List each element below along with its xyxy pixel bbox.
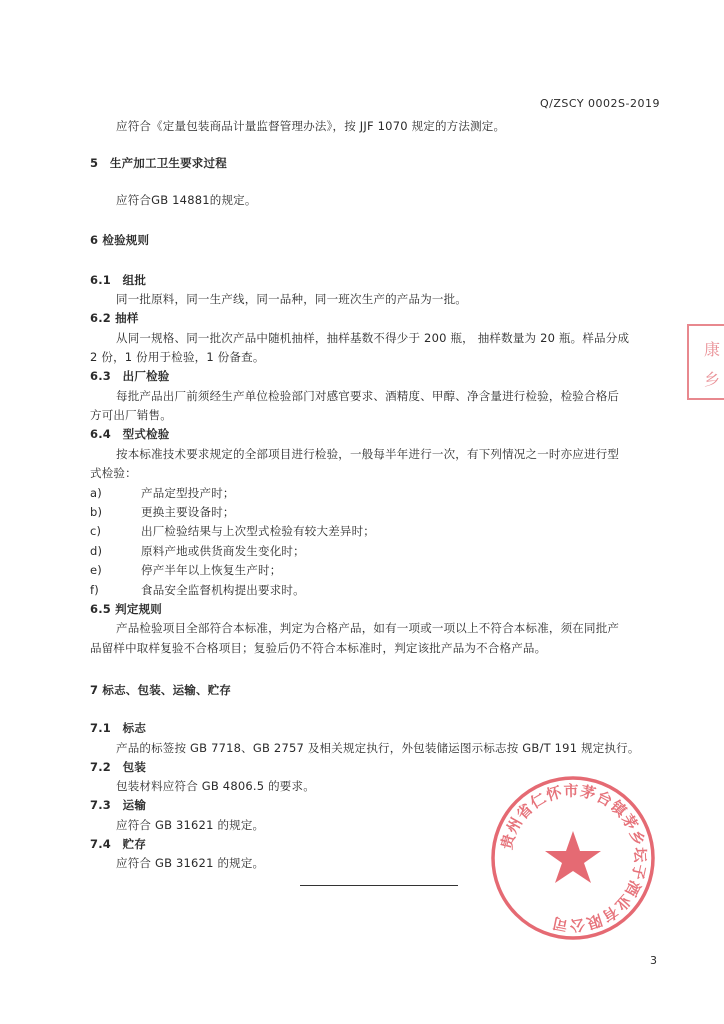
paragraph-line: 产品检验项目全部符合本标准，判定为合格产品，如有一项或一项以上不符合本标准，须在同批产 <box>116 621 620 635</box>
svg-text:贵州省仁怀市茅台镇茅乡坛子酒业有限公司: 贵州省仁怀市茅台镇茅乡坛子酒业有限公司 <box>497 781 650 935</box>
document-number: Q/ZSCY 0002S-2019 <box>539 97 660 110</box>
section-heading-6-3: 6.3 出厂检验 <box>90 369 170 383</box>
section-heading-6-5: 6.5 判定规则 <box>90 602 162 616</box>
section-heading-7: 7 标志、包装、运输、贮存 <box>90 683 232 697</box>
side-stamp-icon <box>686 323 724 401</box>
list-marker: e) <box>90 563 102 577</box>
paragraph-line: 从同一规格、同一批次产品中随机抽样，抽样基数不得少于 200 瓶， 抽样数量为 20 瓶。样品分成 <box>116 331 630 345</box>
list-marker: c) <box>90 524 102 538</box>
paragraph-line: 应符合 GB 31621 的规定。 <box>116 856 265 870</box>
end-rule <box>300 885 458 886</box>
list-item: 食品安全监督机构提出要求时。 <box>141 583 305 597</box>
list-item: 停产半年以上恢复生产时； <box>141 563 282 577</box>
paragraph-line: 产品的标签按 GB 7718、GB 2757 及相关规定执行，外包装储运图示标志按 GB/T 191 规定执行。 <box>116 741 640 755</box>
section-heading-7-1: 7.1 标志 <box>90 721 147 735</box>
list-marker: b) <box>90 505 103 519</box>
paragraph-line: 包装材料应符合 GB 4806.5 的要求。 <box>116 779 315 793</box>
section-heading-6: 6 检验规则 <box>90 233 150 247</box>
svg-text:乡: 乡 <box>704 370 721 389</box>
company-seal-icon <box>488 773 658 943</box>
section-heading-6-4: 6.4 型式检验 <box>90 427 170 441</box>
section-heading-6-1: 6.1 组批 <box>90 273 147 287</box>
paragraph-line: 应符合《定量包装商品计量监督管理办法》，按 JJF 1070 规定的方法测定。 <box>116 119 506 133</box>
paragraph-line: 方可出厂销售。 <box>90 408 172 422</box>
paragraph-line: 每批产品出厂前须经生产单位检验部门对感官要求、酒精度、甲醇、净含量进行检验，检验合格后 <box>116 389 620 403</box>
section-heading-7-3: 7.3 运输 <box>90 798 147 812</box>
page-number: 3 <box>650 954 657 967</box>
paragraph-line: 应符合 GB 31621 的规定。 <box>116 818 265 832</box>
list-item: 产品定型投产时； <box>141 486 235 500</box>
paragraph-line: 按本标准技术要求规定的全部项目进行检验，一般每半年进行一次，有下列情况之一时亦应进行型 <box>116 447 620 461</box>
list-marker: d) <box>90 544 103 558</box>
list-item: 更换主要设备时； <box>141 505 235 519</box>
svg-text:康: 康 <box>704 340 721 359</box>
list-item: 出厂检验结果与上次型式检验有较大差异时； <box>141 524 375 538</box>
paragraph-line: 2 份，1 份用于检验，1 份备查。 <box>90 350 265 364</box>
section-heading-6-2: 6.2 抽样 <box>90 311 139 325</box>
paragraph-line: 应符合GB 14881的规定。 <box>116 193 257 207</box>
paragraph-line: 品留样中取样复验不合格项目；复验后仍不符合本标准时，判定该批产品为不合格产品。 <box>90 641 547 655</box>
section-heading-7-2: 7.2 包装 <box>90 760 147 774</box>
paragraph-line: 式检验： <box>90 466 137 480</box>
section-heading-7-4: 7.4 贮存 <box>90 837 147 851</box>
list-marker: a) <box>90 486 102 500</box>
paragraph-line: 同一批原料，同一生产线，同一品种，同一班次生产的产品为一批。 <box>116 292 467 306</box>
list-marker: f) <box>90 583 99 597</box>
section-heading-5: 5 生产加工卫生要求过程 <box>90 156 227 170</box>
list-item: 原料产地或供货商发生变化时； <box>141 544 305 558</box>
